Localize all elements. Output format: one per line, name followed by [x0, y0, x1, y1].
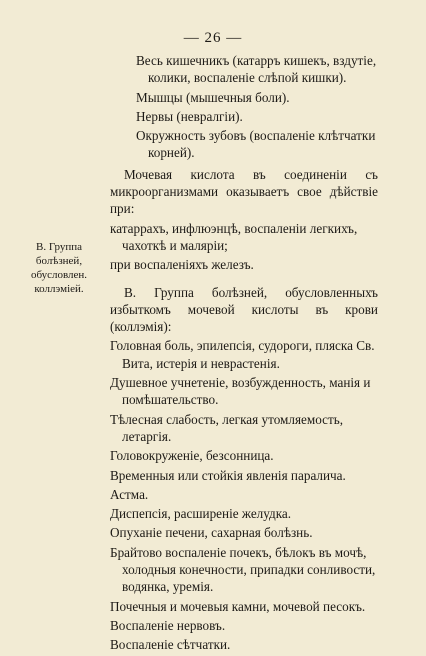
list-item: Нервы (невралгіи). [136, 108, 243, 124]
margin-note: В. Группа болѣзней, обусловлен. коллэміей. [30, 241, 88, 295]
top-list [136, 52, 378, 162]
list-item: Окружность зубовъ (воспаленіе клѣтчатки корней). [136, 128, 376, 161]
list-item: Весь кишечникъ (катарръ кишекъ, вздутіе, колики, воспаленіе слѣпой кишки). [136, 53, 377, 86]
list-item: Головокруженіе, безсонница. [110, 448, 274, 464]
section-list [110, 337, 378, 653]
list-item: Опуханіе печени, сахарная болѣзнь. [110, 525, 313, 541]
section-heading: В. Группа болѣзней, обусловленныхъ избыткомъ мочевой кислоты въ крови (коллэмія): [110, 284, 378, 335]
paragraph: Мочевая кислота въ соединеніи съ микроорганизмами оказываетъ свое дѣйствіе при: [110, 166, 378, 217]
page-body [110, 52, 378, 656]
list-item: при воспаленіяхъ железъ. [110, 257, 254, 273]
list-item: Тѣлесная слабость, легкая утомляемость, летаргія. [110, 411, 344, 444]
list-item: катаррахъ, инфлюэнцѣ, воспаленіи легкихъ, чахоткѣ и маляріи; [110, 220, 358, 253]
list-item: Брайтово воспаленіе почекъ, бѣлокъ въ мочѣ, холодныя конечности, припадки сонливости, водянка, уремія. [110, 544, 376, 595]
list-item: Воспаленіе сѣтчатки. [110, 637, 231, 653]
list-item: Диспепсія, расширеніе желудка. [110, 506, 292, 522]
page-number: — 26 — [183, 30, 243, 46]
list-item: Головная боль, эпилепсія, судороги, пляска Св. Вита, истерія и неврастенія. [110, 338, 375, 371]
list-item: Воспаленіе нервовъ. [110, 617, 226, 633]
list-item: Временныя или стойкія явленія паралича. [110, 467, 346, 483]
paragraph-list [110, 220, 378, 274]
list-item: Мышцы (мышечныя боли). [136, 89, 290, 105]
list-item: Почечныя и мочевыя камни, мочевой песокъ. [110, 598, 366, 614]
list-item: Душевное учнетеніе, возбужденность, манія и помѣшательство. [110, 375, 371, 408]
list-item: Астма. [110, 486, 149, 502]
